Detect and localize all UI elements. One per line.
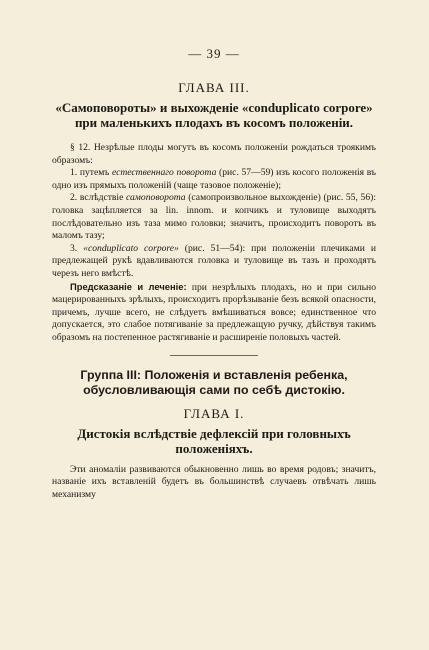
paragraph-text: § 12. Незрѣлые плоды могутъ въ косомъ положеніи рождаться троякимъ образомъ: bbox=[52, 142, 376, 166]
section-divider bbox=[170, 355, 258, 356]
chapter-title-2: Дистокія вслѣдствіе дефлексій при головныхъ положеніяхъ. bbox=[77, 425, 351, 456]
italic-term: «conduplicato corpore» bbox=[83, 242, 179, 254]
paragraph-text: 2. вслѣдствіе bbox=[70, 192, 126, 204]
chapter-heading: ГЛАВА III. bbox=[178, 80, 250, 95]
paragraph-text: 3. bbox=[70, 242, 84, 254]
paragraph-item-3 bbox=[52, 243, 376, 281]
italic-term: естественнаго поворота bbox=[111, 167, 217, 179]
paragraph-text: при незрѣлыхъ плодахъ, но и при сильно мацерированныхъ зрѣлыхъ, происходитъ прорѣзываніе безъ всякой опасности, причемъ, лучше всего, не слѣдуетъ вмѣшиваться вовсе; единственное что допускается, это слабое потягиваніе за предлежащую ручку, дѣйствуя такимъ образомъ на постепенное растягиваніе и расширеніе половыхъ частей. bbox=[52, 281, 376, 343]
paragraph-item-1 bbox=[52, 167, 376, 192]
paragraph-text: Эти аномаліи развиваются обыкновенно лишь во время родовъ; значитъ, названіе ихъ вставленій будетъ въ большинствѣ случаевъ отвѣчать лишь механизму bbox=[52, 463, 376, 500]
group-heading: Группа III: Положенія и вставленія ребенка, обусловливающія сами по себѣ дистокію. bbox=[80, 367, 348, 397]
paragraph-anomalies bbox=[52, 464, 376, 502]
paragraph-item-2 bbox=[52, 192, 376, 242]
bold-lead-in: Предсказаніе и леченіе: bbox=[70, 280, 187, 292]
paragraph-intro bbox=[52, 142, 376, 167]
paragraph-text: 1. путемъ bbox=[70, 167, 112, 179]
chapter-title: «Самоповороты» и выхожденіе «conduplicato corpore» при маленькихъ плодахъ въ косомъ положеніи. bbox=[55, 100, 373, 130]
page-number: — 39 — bbox=[188, 46, 240, 61]
paragraph-text: (рис. 51—54): при положеніи плечиками и предлежащей рукѣ вдавливаются головка и туловище въ тазъ и проходятъ черезъ него вмѣстѣ. bbox=[52, 242, 376, 279]
paragraph-prognosis bbox=[52, 281, 376, 345]
italic-term: самоповорота bbox=[126, 192, 186, 204]
chapter-heading-2: ГЛАВА I. bbox=[183, 405, 245, 421]
paragraph-text: (самопроизвольное выхожденіе) (рис. 55, 56): головка зацѣпляется за lin. innom. и копчикъ и туловище выходятъ послѣдовательно изъ таза мимо головки; значитъ, происходитъ поворотъ въ маломъ тазу; bbox=[52, 192, 376, 242]
page-content bbox=[52, 46, 376, 501]
paragraph-text: (рис. 57—59) изъ косого положенія въ одно изъ прямыхъ положеній (чаще тазовое положеніе); bbox=[52, 167, 376, 191]
